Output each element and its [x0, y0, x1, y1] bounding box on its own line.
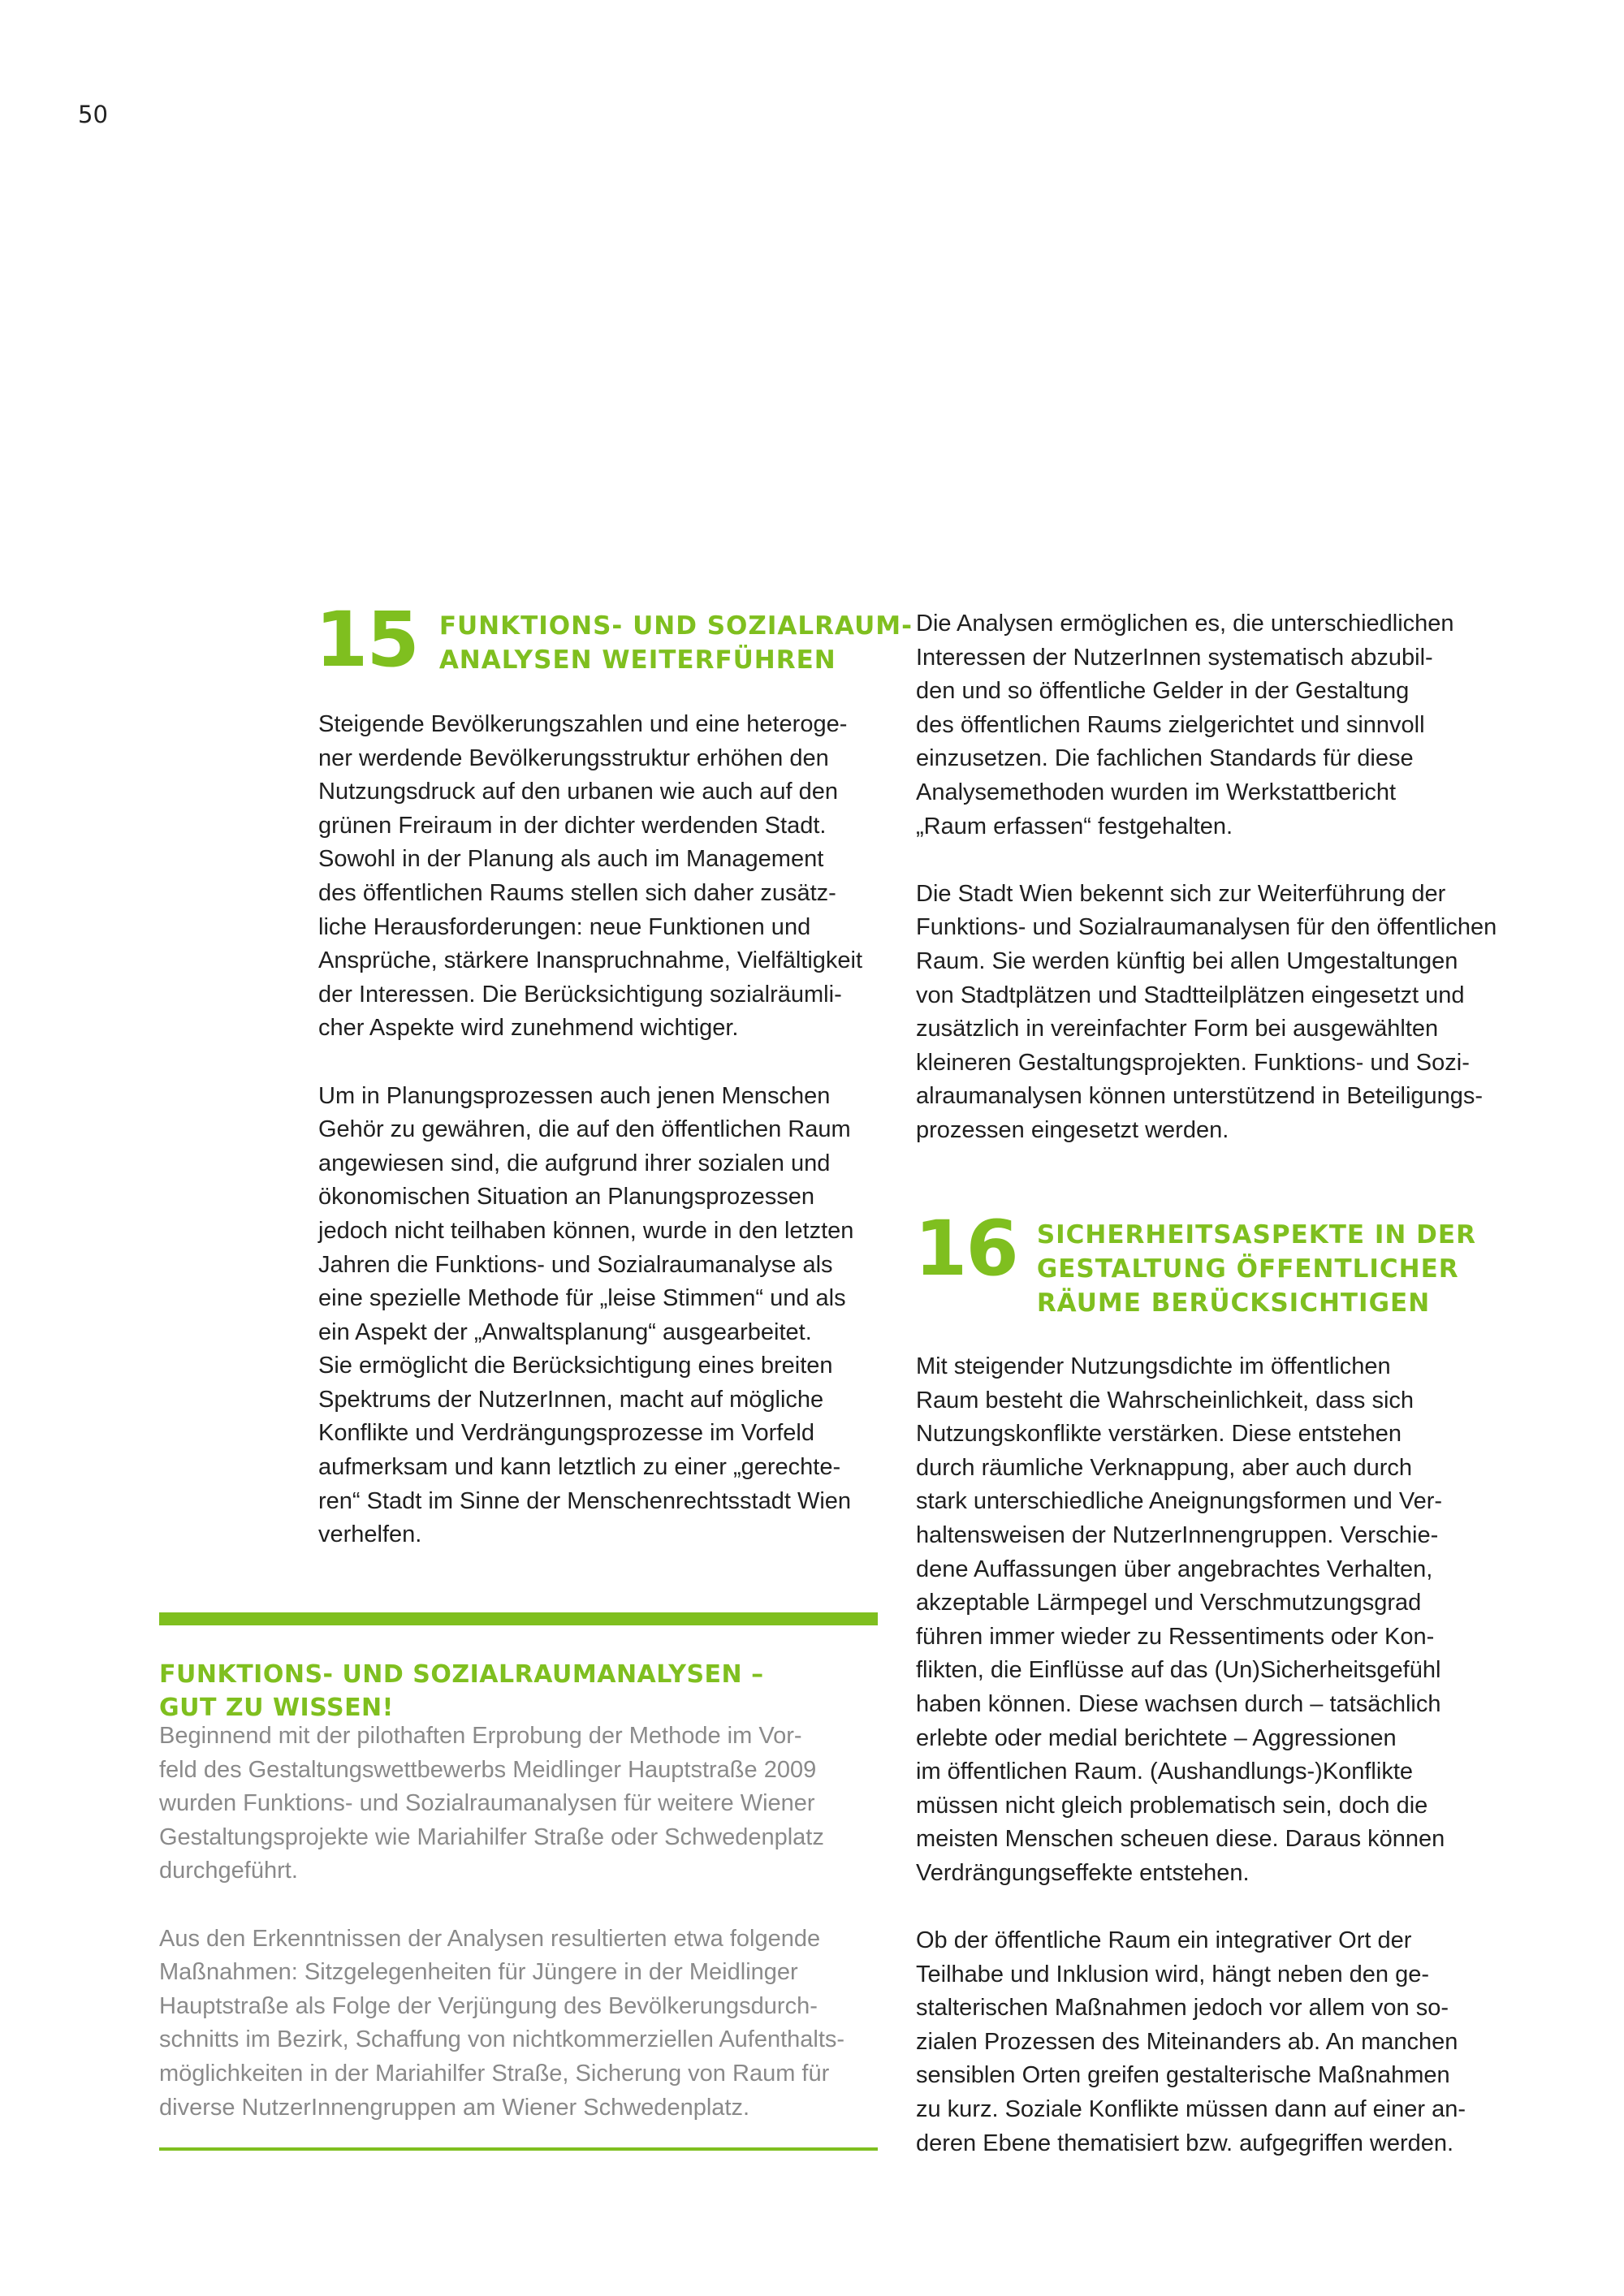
text-line: Gehör zu gewähren, die auf den öffentlichen Raum [318, 1116, 851, 1143]
text-line: zialen Prozessen des Miteinanders ab. An manchen [916, 2028, 1458, 2055]
text-line: durch räumliche Verknappung, aber auch durch [916, 1454, 1412, 1481]
text-line: meisten Menschen scheuen diese. Daraus können [916, 1826, 1445, 1853]
section-16-title-line: SICHERHEITSASPEKTE IN DER [1036, 1220, 1476, 1249]
section-16-number: 16 [914, 1205, 1017, 1293]
text-line: ein Aspekt der „Anwaltsplanung“ ausgearbeitet. [318, 1318, 812, 1345]
section-15-body-continued [916, 607, 1497, 1148]
text-line: Interessen der NutzerInnen systematisch abzubil- [916, 644, 1433, 671]
section-15-title-line: FUNKTIONS- UND SOZIALRAUM- [438, 611, 913, 641]
text-line: angewiesen sind, die aufgrund ihrer sozialen und [318, 1150, 831, 1176]
text-line: Die Analysen ermöglichen es, die unterschiedlichen [916, 611, 1454, 637]
info-box-bottom-rule [159, 2147, 878, 2151]
text-line: Nutzungsdruck auf den urbanen wie auch auf den [318, 779, 839, 805]
text-line: des öffentlichen Raums stellen sich daher zusätz- [318, 879, 836, 906]
text-line: cher Aspekte wird zunehmend wichtiger. [318, 1015, 739, 1042]
info-box-top-rule [159, 1612, 878, 1625]
text-line: Hauptstraße als Folge der Verjüngung des Bevölkerungsdurch- [159, 1992, 818, 2019]
section-15-number: 15 [315, 596, 418, 684]
text-line: erlebte oder medial berichtete – Aggressionen [916, 1724, 1397, 1751]
text-line: haltensweisen der NutzerInnengruppen. Verschie- [916, 1521, 1439, 1548]
text-line: Analysemethoden wurden im Werkstattbericht [916, 779, 1397, 805]
text-line: von Stadtplätzen und Stadtteilplätzen eingesetzt und [916, 982, 1465, 1008]
page-number: 50 [78, 101, 108, 128]
paragraph [159, 1720, 844, 1888]
text-line: deren Ebene thematisiert bzw. aufgegriffen werden. [916, 2130, 1454, 2156]
paragraph [159, 1923, 844, 2126]
text-line: Spektrums der NutzerInnen, macht auf mögliche [318, 1386, 824, 1413]
text-line: Maßnahmen: Sitzgelegenheiten für Jüngere in der Meidlinger [159, 1959, 798, 1986]
paragraph [916, 607, 1497, 844]
text-line: im öffentlichen Raum. (Aushandlungs-)Konflikte [916, 1759, 1414, 1785]
text-line: Teilhabe und Inklusion wird, hängt neben den ge- [916, 1961, 1430, 1987]
text-line: möglichkeiten in der Mariahilfer Straße, Sicherung von Raum für [159, 2060, 830, 2087]
section-15-title [439, 609, 913, 677]
text-line: der Interessen. Die Berücksichtigung sozialräumli- [318, 981, 842, 1008]
text-line: Die Stadt Wien bekennt sich zur Weiterführung der [916, 880, 1446, 907]
text-line: müssen nicht gleich problematisch sein, doch die [916, 1792, 1428, 1819]
text-line: zusätzlich in vereinfachter Form bei ausgewählten [916, 1016, 1439, 1042]
text-line: Aus den Erkenntnissen der Analysen resultierten etwa folgende [159, 1925, 821, 1952]
text-line: Funktions- und Sozialraumanalysen für den öffentlichen [916, 914, 1497, 941]
section-15-heading [315, 596, 913, 684]
text-line: akzeptable Lärmpegel und Verschmutzungsgrad [916, 1590, 1422, 1616]
text-line: dene Auffassungen über angebrachtes Verhalten, [916, 1556, 1433, 1582]
text-line: grünen Freiraum in der dichter werdenden Stadt. [318, 812, 827, 839]
text-line: Steigende Bevölkerungszahlen und eine heteroge- [318, 711, 848, 737]
text-line: zu kurz. Soziale Konflikte müssen dann auf einer an- [916, 2096, 1466, 2123]
text-line: schnitts im Bezirk, Schaffung von nichtkommerziellen Aufenthalts- [159, 2026, 845, 2053]
text-line: eine spezielle Methode für „leise Stimmen“ und als [318, 1285, 846, 1312]
text-line: Beginnend mit der pilothaften Erprobung der Methode im Vor- [159, 1723, 802, 1749]
text-line: sensiblen Orten greifen gestalterische Maßnahmen [916, 2062, 1450, 2089]
text-line: Sie ermöglicht die Berücksichtigung eines breiten [318, 1353, 833, 1379]
paragraph [318, 708, 862, 1046]
text-line: Um in Planungsprozessen auch jenen Menschen [318, 1082, 831, 1109]
section-16-title [1037, 1218, 1476, 1320]
text-line: liche Herausforderungen: neue Funktionen und [318, 913, 811, 940]
info-box-title-line: FUNKTIONS- UND SOZIALRAUMANALYSEN – [159, 1660, 764, 1689]
text-line: ökonomischen Situation an Planungsprozessen [318, 1184, 815, 1211]
section-15-body [318, 708, 862, 1552]
text-line: haben können. Diese wachsen durch – tatsächlich [916, 1690, 1441, 1717]
text-line: kleineren Gestaltungsprojekten. Funktions- und Sozi- [916, 1049, 1470, 1076]
section-16-body [916, 1350, 1466, 2160]
text-line: aufmerksam und kann letztlich zu einer „gerechte- [318, 1454, 841, 1481]
text-line: einzusetzen. Die fachlichen Standards für diese [916, 745, 1414, 772]
text-line: prozessen eingesetzt werden. [916, 1116, 1229, 1143]
text-line: feld des Gestaltungswettbewerbs Meidlinger Hauptstraße 2009 [159, 1756, 817, 1783]
info-box-title-line: GUT ZU WISSEN! [159, 1694, 394, 1722]
text-line: Verdrängungseffekte entstehen. [916, 1859, 1250, 1886]
paragraph [916, 1350, 1466, 1891]
text-line: „Raum erfassen“ festgehalten. [916, 813, 1233, 839]
text-line: Nutzungskonflikte verstärken. Diese entstehen [916, 1421, 1402, 1448]
text-line: Raum besteht die Wahrscheinlichkeit, dass sich [916, 1387, 1415, 1413]
info-box-title [159, 1658, 764, 1724]
paragraph [916, 878, 1497, 1148]
text-line: wurden Funktions- und Sozialraumanalysen für weitere Wiener [159, 1790, 815, 1817]
text-line: flikten, die Einflüsse auf das (Un)Sicherheitsgefühl [916, 1657, 1441, 1684]
text-line: durchgeführt. [159, 1858, 298, 1884]
text-line: Ansprüche, stärkere Inanspruchnahme, Vielfältigkeit [318, 947, 863, 974]
section-16-title-line: RÄUME BERÜCKSICHTIGEN [1036, 1288, 1431, 1318]
text-line: stalterischen Maßnahmen jedoch vor allem von so- [916, 1995, 1449, 2022]
text-line: den und so öffentliche Gelder in der Gestaltung [916, 678, 1410, 705]
section-16-heading [914, 1205, 1476, 1320]
text-line: ren“ Stadt im Sinne der Menschenrechtsstadt Wien [318, 1487, 852, 1514]
text-line: diverse NutzerInnengruppen am Wiener Schwedenplatz. [159, 2094, 750, 2121]
text-line: Gestaltungsprojekte wie Mariahilfer Straße oder Schwedenplatz [159, 1823, 824, 1850]
text-line: jedoch nicht teilhaben können, wurde in den letzten [318, 1217, 854, 1244]
paragraph [916, 1924, 1466, 2160]
text-line: Sowohl in der Planung als auch im Management [318, 846, 824, 873]
section-16-title-line: GESTALTUNG ÖFFENTLICHER [1036, 1254, 1459, 1284]
text-line: ner werdende Bevölkerungsstruktur erhöhen den [318, 744, 829, 771]
text-line: alraumanalysen können unterstützend in Beteiligungs- [916, 1083, 1484, 1110]
text-line: Jahren die Funktions- und Sozialraumanalyse als [318, 1251, 833, 1278]
section-15-title-line: ANALYSEN WEITERFÜHREN [438, 645, 836, 675]
text-line: Raum. Sie werden künftig bei allen Umgestaltungen [916, 947, 1458, 974]
text-line: stark unterschiedliche Aneignungsformen und Ver- [916, 1488, 1443, 1515]
text-line: Mit steigender Nutzungsdichte im öffentlichen [916, 1353, 1391, 1379]
text-line: Ob der öffentliche Raum ein integrativer Ort der [916, 1927, 1412, 1954]
text-line: des öffentlichen Raums zielgerichtet und sinnvoll [916, 711, 1425, 738]
text-line: verhelfen. [318, 1521, 422, 1548]
text-line: führen immer wieder zu Ressentiments oder Kon- [916, 1623, 1435, 1650]
text-line: Konflikte und Verdrängungsprozesse im Vorfeld [318, 1420, 814, 1447]
info-box-body [159, 1720, 844, 2125]
paragraph [318, 1080, 862, 1552]
